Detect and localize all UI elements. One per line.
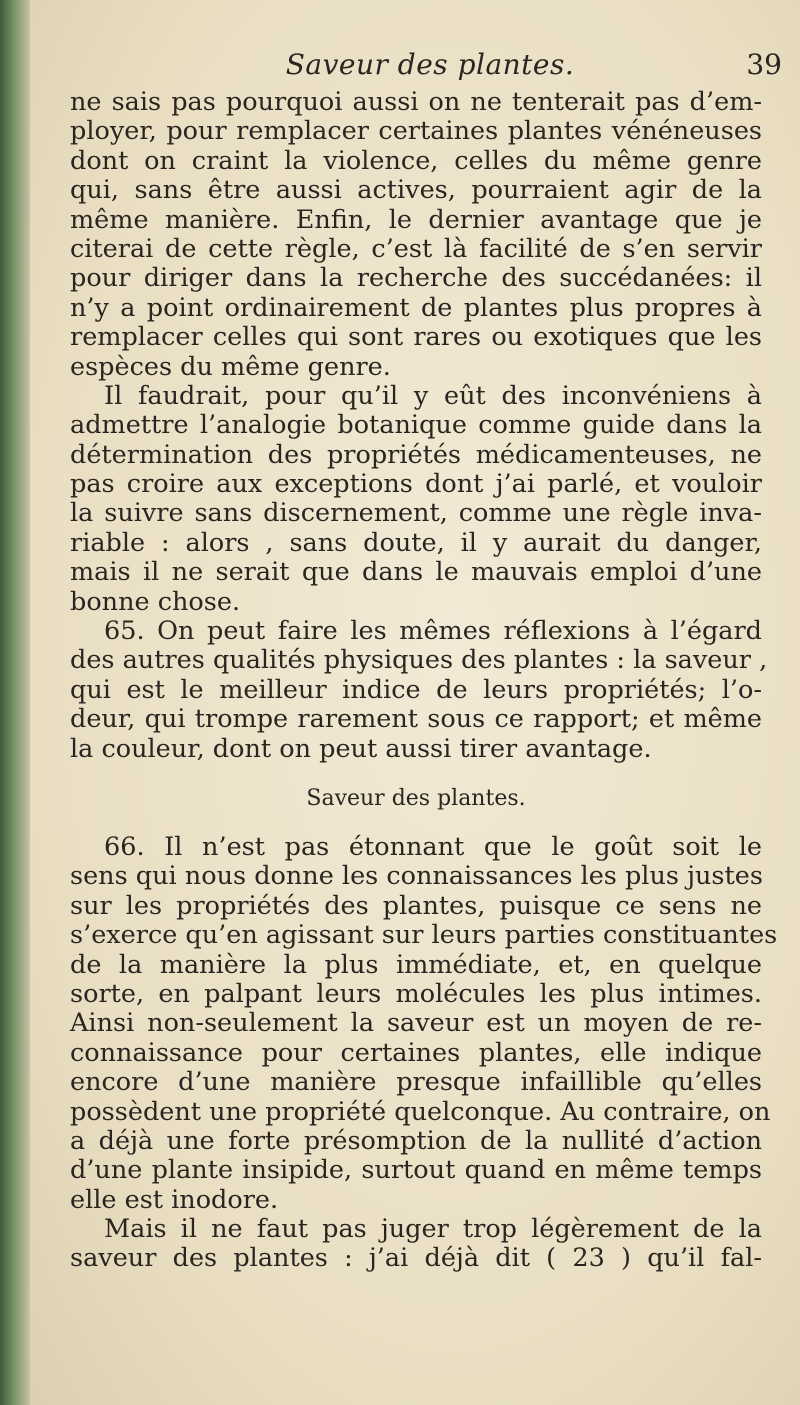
text-line: qui, sans être aussi actives, pourraient agir de la	[70, 175, 762, 206]
text-line: Mais il ne faut pas juger trop légèrement de la	[104, 1214, 762, 1245]
text-line: sur les propriétés des plantes, puisque ce sens ne	[70, 890, 762, 921]
text-line: qui est le meilleur indice de leurs propriétés; l’o-	[70, 674, 762, 705]
text-line: connaissance pour certaines plantes, elle indique	[70, 1037, 762, 1068]
text-line: encore d’une manière presque infaillible qu’elles	[70, 1067, 762, 1098]
text-line: pas croire aux exceptions dont j’ai parlé, et vouloir	[70, 469, 762, 500]
paragraph-3	[70, 616, 768, 764]
text-line: 66. Il n’est pas étonnant que le goût soit le	[104, 831, 762, 862]
text-line: s’exerce qu’en agissant sur leurs parties constituantes	[70, 920, 778, 951]
text-line: sorte, en palpant leurs molécules les plus intimes.	[70, 978, 762, 1009]
text-line: pour diriger dans la recherche des succédanées: il	[70, 263, 762, 294]
text-line: remplacer celles qui sont rares ou exotiques que les	[70, 322, 762, 353]
text-line: de la manière la plus immédiate, et, en quelque	[70, 949, 762, 980]
paragraph-2	[70, 382, 762, 617]
text-line: saveur des plantes : j’ai déjà dit ( 23 ) qu’il fal-	[70, 1243, 762, 1274]
book-binding-edge	[0, 0, 30, 1405]
text-line: admettre l’analogie botanique comme guide dans la	[70, 410, 762, 441]
text-line: riable : alors , sans doute, il y aurait du danger,	[70, 527, 762, 558]
paragraph-4	[70, 831, 778, 1215]
text-line: ployer, pour remplacer certaines plantes vénéneuses	[70, 116, 762, 147]
text-line: Ainsi non-seulement la saveur est un moyen de re-	[70, 1008, 762, 1039]
text-line: dont on craint la violence, celles du même genre	[70, 145, 762, 176]
paragraph-5	[70, 1215, 762, 1274]
text-line: bonne chose.	[70, 586, 241, 617]
text-line: la suivre sans discernement, comme une règle inva-	[70, 498, 762, 529]
text-line: la couleur, dont on peut aussi tirer avantage.	[70, 733, 652, 764]
page-header	[70, 48, 790, 88]
text-line: même manière. Enfin, le dernier avantage que je	[70, 204, 762, 235]
text-line: d’une plante insipide, surtout quand en même temps	[70, 1155, 762, 1186]
text-line: mais il ne serait que dans le mauvais emploi d’une	[70, 557, 762, 588]
book-page	[30, 0, 800, 1405]
text-line: a déjà une forte présomption de la nullité d’action	[70, 1125, 762, 1156]
text-line: détermination des propriétés médicamenteuses, ne	[70, 439, 762, 470]
page-number: 39	[746, 48, 782, 81]
paragraph-1	[70, 88, 762, 382]
text-line: sens qui nous donne les connaissances les plus justes	[70, 861, 763, 892]
section-subheading: Saveur des plantes.	[306, 785, 526, 811]
text-line: elle est inodore.	[70, 1184, 279, 1215]
text-line: 65. On peut faire les mêmes réflexions à l’égard	[104, 616, 762, 647]
text-line: citerai de cette règle, c’est là facilité de s’en servir	[70, 233, 762, 264]
body-text	[70, 87, 778, 1274]
text-line: espèces du même genre.	[70, 351, 391, 382]
text-line: ne sais pas pourquoi aussi on ne tenterait pas d’em-	[70, 87, 762, 117]
text-line: possèdent une propriété quelconque. Au contraire, on	[70, 1096, 771, 1127]
text-line: deur, qui trompe rarement sous ce rapport; et même	[70, 704, 762, 735]
text-line: des autres qualités physiques des plantes : la saveur ,	[70, 645, 768, 676]
text-line: n’y a point ordinairement de plantes plus propres à	[70, 292, 762, 323]
running-title: Saveur des plantes.	[285, 48, 575, 81]
text-line: Il faudrait, pour qu’il y eût des inconvéniens à	[104, 380, 762, 411]
